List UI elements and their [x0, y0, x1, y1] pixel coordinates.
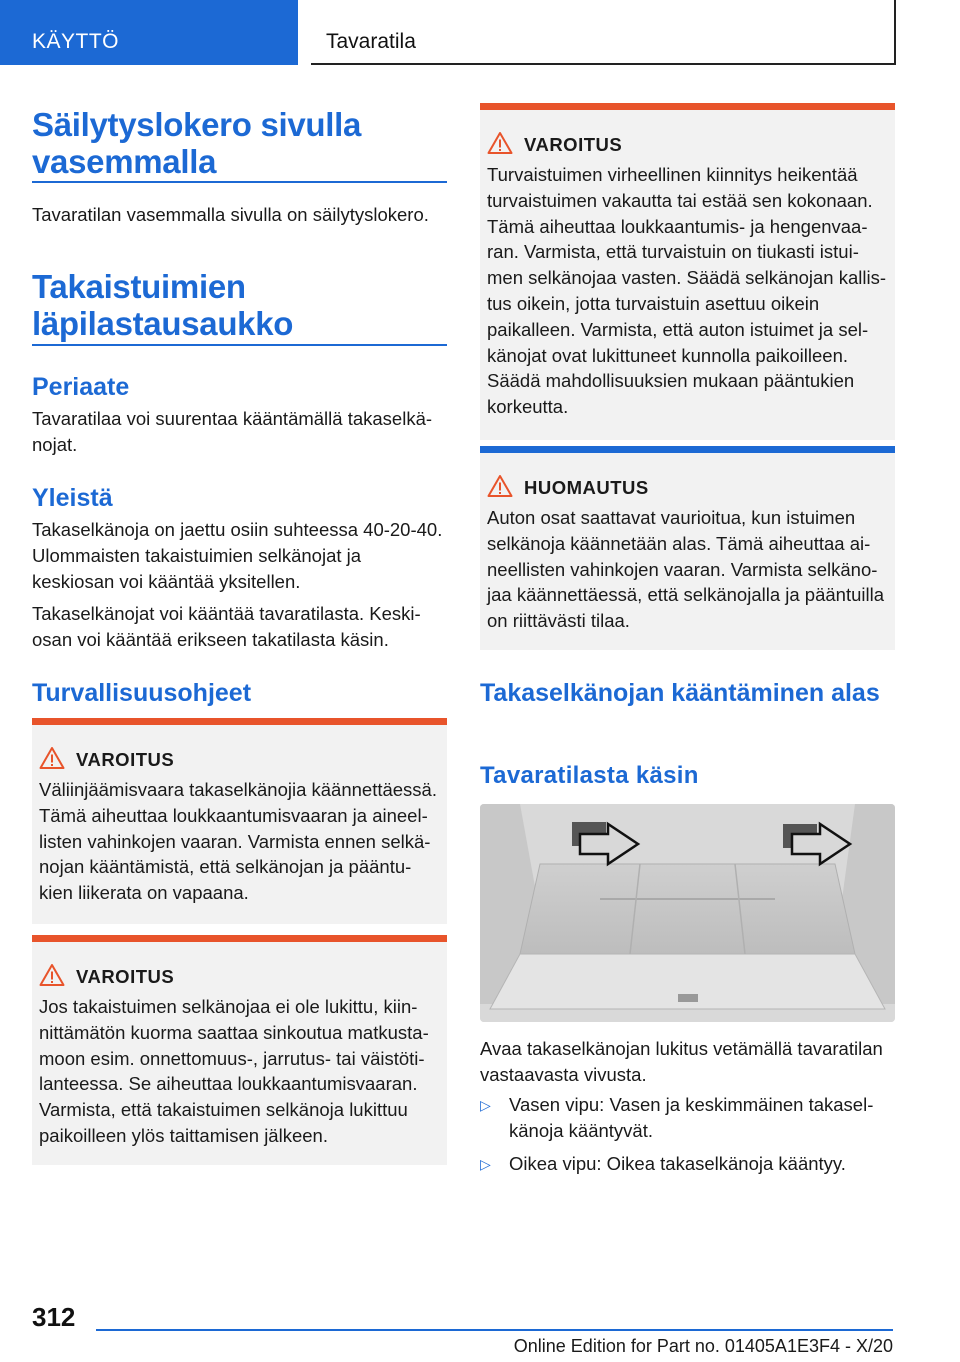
bullet-marker: ▷ — [480, 1097, 491, 1113]
list-item — [480, 1151, 895, 1177]
warning-icon — [39, 746, 65, 770]
warning-text: Jos takaistuimen selkänojaa ei ole lukittu, kiin-nittämätön kuorma saattaa sinkoutua matkusta-moon esim. onnettomuus-, jarrutus- tai väistöti-lanteessa. Se aiheuttaa loukkaantumisvaaran. Varmista, että takaistuimen selkänoja lukittuu paikoilleen ylös taittamisen jälkeen. — [39, 996, 429, 1146]
warning-title: VAROITUS — [76, 966, 175, 987]
warning-icon — [487, 474, 513, 498]
warning-title: VAROITUS — [524, 134, 623, 155]
heading-from-trunk: Tavaratilasta käsin — [480, 762, 699, 789]
footer-rule — [96, 1329, 893, 1331]
trunk-photo — [480, 804, 895, 1022]
warning-text: Väliinjäämisvaara takaselkänojia käännettäessä. Tämä aiheuttaa loukkaantumisvaaran ja aineel-listen vahinkojen vaaran. Varmista ennen selkä-nojan kääntämistä, että selkänojan ja pääntu-kien liikerata on vapaana. — [39, 779, 437, 904]
warning-icon — [487, 131, 513, 155]
warning-icon — [39, 963, 65, 987]
heading-safety: Turvallisuusohjeet — [32, 679, 252, 707]
heading-passthrough: Takaistuimien läpilastausaukko — [32, 268, 294, 342]
heading-folding: Takaselkänojan kääntäminen alas — [480, 679, 880, 707]
warning-box — [32, 935, 447, 1165]
heading-storage: Säilytyslokero sivulla vasemmalla — [32, 106, 362, 180]
header-section-tab — [0, 0, 298, 65]
warning-bar — [480, 103, 895, 110]
note-text: Auton osat saattavat vaurioitua, kun istuimen selkänoja käännetään alas. Tämä aiheuttaa ai-neellisten vahinkojen vaaran. Varmista selkäno-jaa käännettäessä, että selkänojalla ja pääntuilla on riittävästi tilaa. — [487, 507, 885, 632]
header-section-label: KÄYTTÖ — [32, 30, 120, 53]
paragraph-storage: Tavaratilan vasemmalla sivulla on säilytyslokero. — [32, 204, 429, 225]
list-item-text: Vasen vipu: Vasen ja keskimmäinen takasel-känoja kääntyvät. — [509, 1094, 874, 1141]
header-chapter — [311, 0, 896, 65]
paragraph-general-2: Takaselkänojat voi kääntää tavaratilasta. Keski-osan voi kääntää erikseen takatilasta käsin. — [32, 603, 421, 650]
heading-principle: Periaate — [32, 373, 130, 401]
heading-rule — [32, 344, 447, 346]
warning-box — [480, 103, 895, 440]
list-item — [480, 1092, 895, 1144]
warning-bar — [32, 718, 447, 725]
warning-text: Turvaistuimen virheellinen kiinnitys heikentää turvaistuimen vakautta tai estää sen kokonaan. Tämä aiheuttaa loukkaantumis- ja hengenvaa-ran. Varmista, että turvaistuin on tiukasti istui-men selkänojaa vasten. Säädä selkänojan kallis-tus oikein, jotta turvaistuin asettuu oikein paikalleen. Varmista, että auton istuimet ja sel-känojat ovat lukittuneet kunnolla paikoilleen. Säädä mahdollisuuksien mukaan pääntukien korkeutta. — [487, 164, 887, 418]
footer-edition: Online Edition for Part no. 01405A1E3F4 - X/20 — [513, 1336, 893, 1356]
warning-box — [32, 718, 447, 924]
paragraph-general-1: Takaselkänoja on jaettu osiin suhteessa 40-20-40. Ulommaisten takaistuimien selkänojat ja keskiosan voi kääntää yksitellen. — [32, 519, 443, 592]
heading-rule — [32, 181, 447, 183]
bullet-marker: ▷ — [480, 1156, 491, 1172]
paragraph-principle: Tavaratilaa voi suurentaa kääntämällä takaselkä-nojat. — [32, 408, 433, 455]
header-chapter-label: Tavaratila — [326, 30, 416, 53]
heading-general: Yleistä — [32, 484, 113, 512]
note-box — [480, 446, 895, 650]
list-item-text: Oikea vipu: Oikea takaselkänoja kääntyy. — [509, 1153, 846, 1174]
note-bar — [480, 446, 895, 453]
note-title: HUOMAUTUS — [524, 477, 649, 498]
warning-title: VAROITUS — [76, 749, 175, 770]
paragraph-folding: Avaa takaselkänojan lukitus vetämällä tavaratilan vastaavasta vivusta. — [480, 1038, 883, 1085]
trunk-illustration — [480, 804, 895, 1022]
page-number: 312 — [32, 1302, 76, 1332]
warning-bar — [32, 935, 447, 942]
